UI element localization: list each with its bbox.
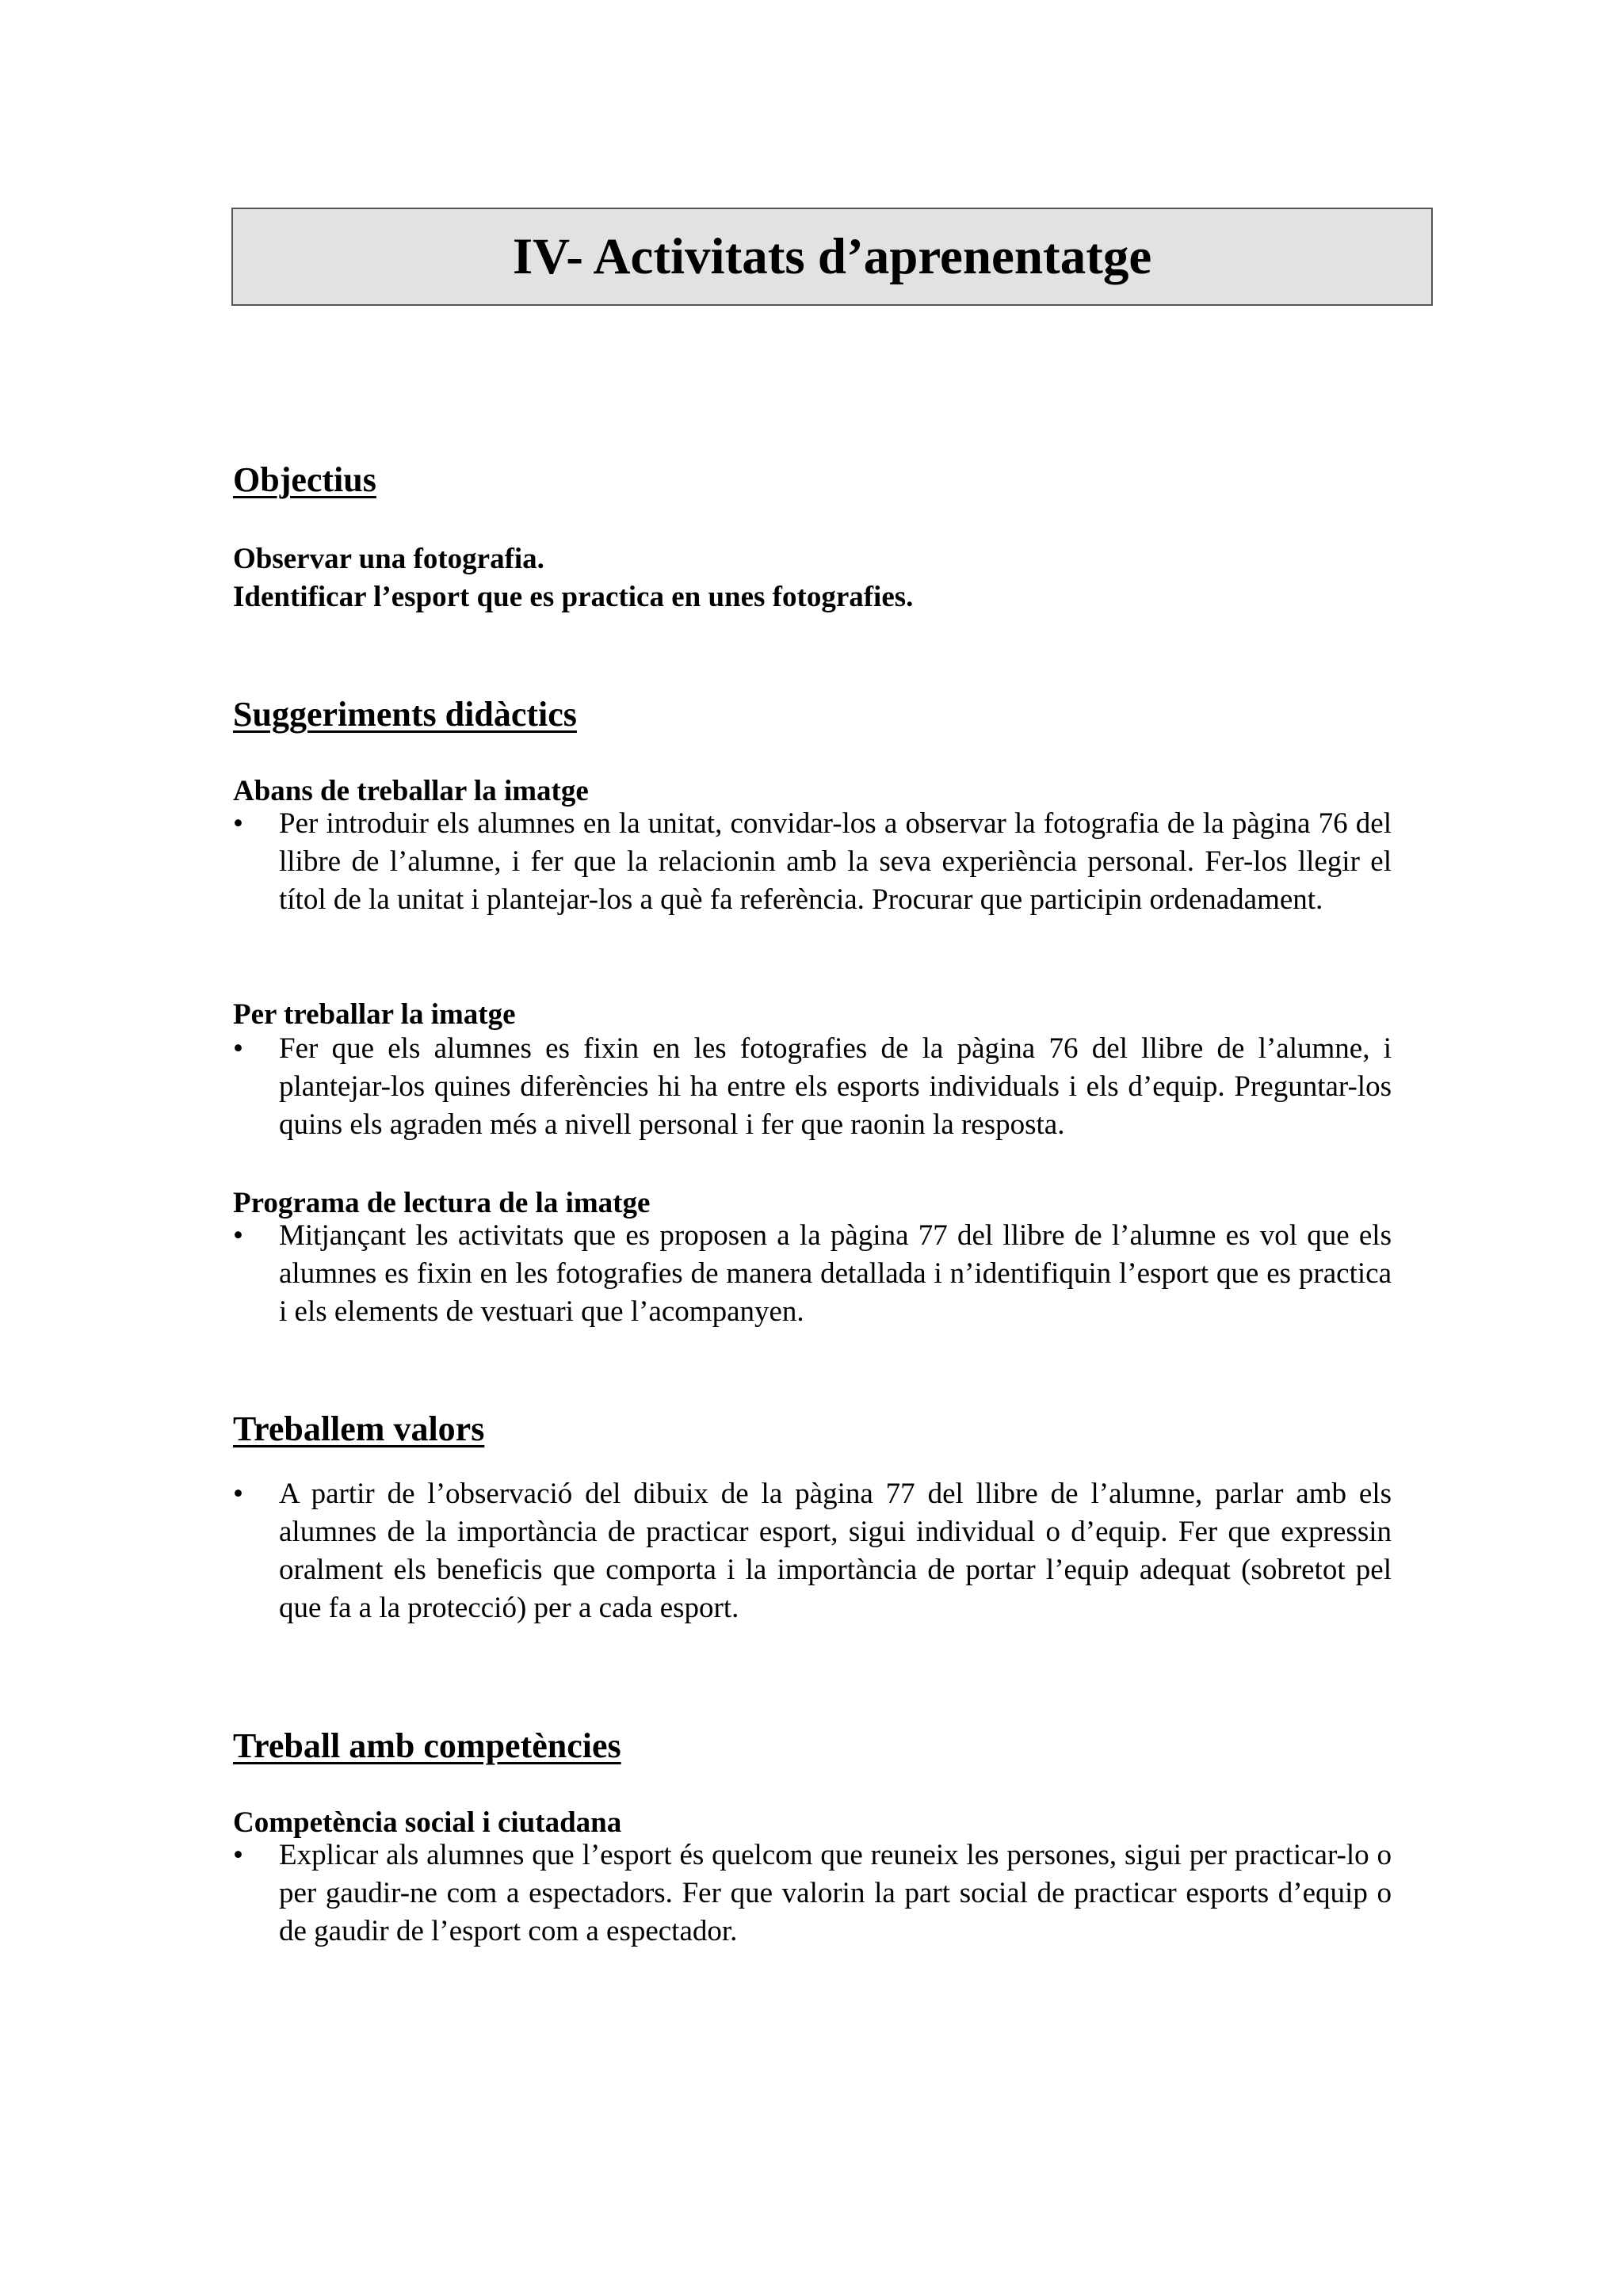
objective-line-2: Identificar l’esport que es practica en unes fotografies.: [233, 581, 914, 613]
bullet-text: Fer que els alumnes es fixin en les fotografies de la pàgina 76 del llibre de l’alumne, i plantejar-los quines diferències hi ha entre els esports individuals i els d’equip. Preguntar-los quins els agraden més a nivell personal i fer que raonin la resposta.: [279, 1032, 1392, 1141]
bullet-list-abans: [233, 805, 1392, 919]
title-box: [231, 208, 1433, 306]
bullet-list-per-treballar: [233, 1030, 1392, 1144]
bullet-list-valors: [233, 1475, 1392, 1627]
list-item: [233, 1217, 1392, 1331]
section-heading-valors: Treballem valors: [233, 1409, 485, 1448]
list-item: [233, 1836, 1392, 1951]
section-heading-objectius: Objectius: [233, 460, 376, 499]
section-heading-suggeriments: Suggeriments didàctics: [233, 695, 577, 734]
bullet-list-programa-lectura: [233, 1217, 1392, 1331]
bullet-glyph: •: [233, 1839, 243, 1871]
bullet-text: Per introduir els alumnes en la unitat, convidar-los a observar la fotografia de la pàgina 76 del llibre de l’alumne, i fer que la relacionin amb la seva experiència personal. Fer-los llegir el títol de la unitat i plantejar-los a què fa referència. Procurar que participin ordenadament.: [279, 807, 1392, 916]
objective-line-1: Observar una fotografia.: [233, 543, 544, 575]
bullet-text: A partir de l’observació del dibuix de la pàgina 77 del llibre de l’alumne, parlar amb els alumnes de la importància de practicar esport, sigui individual o d’equip. Fer que expressin oralment els beneficis que comporta i la importància de portar l’equip adequat (sobretot pel que fa a la protecció) per a cada esport.: [279, 1478, 1392, 1624]
bullet-text: Explicar als alumnes que l’esport és quelcom que reuneix les persones, sigui per practicar-lo o per gaudir-ne com a espectadors. Fer que valorin la part social de practicar esports d’equip o de gaudir de l’esport com a espectador.: [279, 1839, 1392, 1947]
bullet-glyph: •: [233, 807, 243, 840]
list-item: [233, 1030, 1392, 1144]
page-title: IV- Activitats d’aprenentatge: [512, 227, 1152, 285]
bullet-glyph: •: [233, 1219, 243, 1252]
subheading-abans: Abans de treballar la imatge: [233, 775, 589, 807]
bullet-text: Mitjançant les activitats que es proposen a la pàgina 77 del llibre de l’alumne es vol que els alumnes es fixin en les fotografies de manera detallada i n’identifiquin l’esport que es practica i els elements de vestuari que l’acompanyen.: [279, 1219, 1392, 1328]
bullet-glyph: •: [233, 1032, 243, 1065]
list-item: [233, 805, 1392, 919]
subheading-per-treballar: Per treballar la imatge: [233, 998, 516, 1031]
subheading-programa-lectura: Programa de lectura de la imatge: [233, 1187, 651, 1219]
section-heading-competencies: Treball amb competències: [233, 1726, 621, 1765]
subheading-competencia-social: Competència social i ciutadana: [233, 1806, 622, 1839]
list-item: [233, 1475, 1392, 1627]
bullet-list-competencia-social: [233, 1836, 1392, 1951]
bullet-glyph: •: [233, 1478, 243, 1510]
